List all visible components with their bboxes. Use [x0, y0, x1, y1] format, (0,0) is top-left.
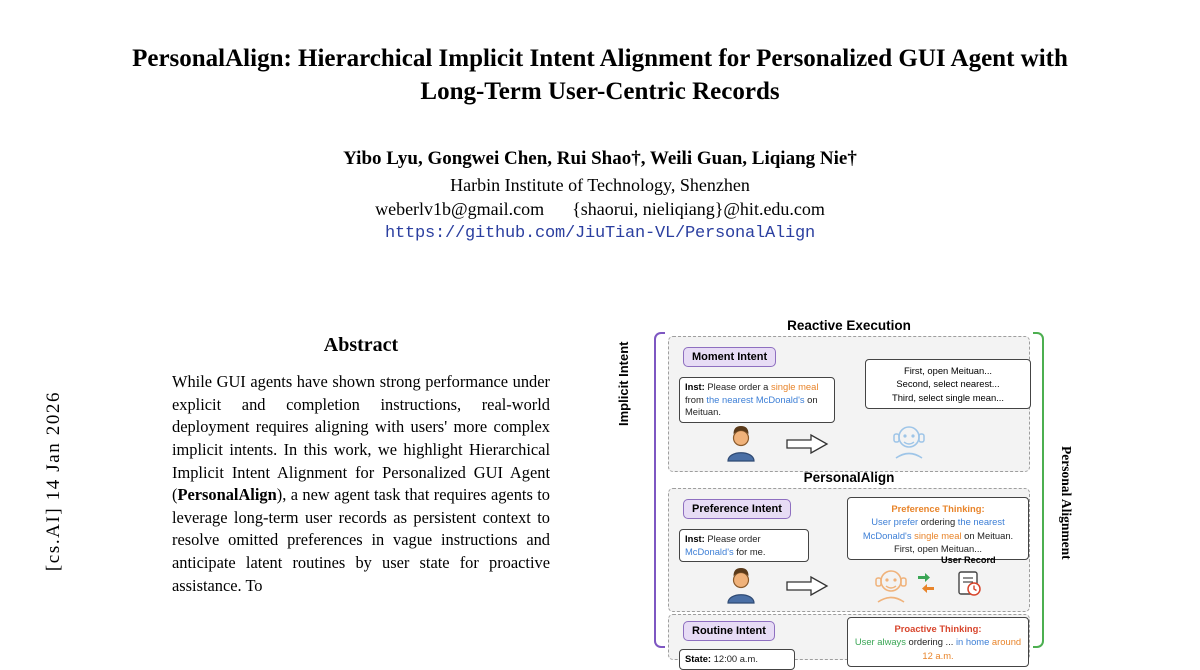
title-block — [100, 42, 1100, 108]
arxiv-stamp: [cs.AI] 14 Jan 2026 — [43, 390, 64, 572]
email-secondary: {shaorui, nieliqiang}@hit.edu.com — [572, 199, 825, 219]
text-fragment: around 12 a.m. — [922, 636, 1022, 661]
output-line: Third, select single mean... — [891, 391, 1005, 403]
text-fragment: single meal — [771, 381, 819, 392]
arrow-right-icon — [785, 433, 827, 455]
sync-arrows-icon — [915, 573, 935, 591]
teaser-figure — [614, 318, 1074, 664]
user-avatar-icon — [721, 567, 755, 601]
state-box-routine — [679, 649, 795, 670]
instruction-label: Inst: — [685, 381, 705, 392]
output-box-preference-thinking — [847, 497, 1029, 560]
tag-preference-intent: Preference Intent — [683, 499, 791, 519]
output-box-proactive-thinking — [847, 617, 1029, 667]
text-fragment: the nearest McDonald's — [706, 393, 805, 405]
text-fragment: User always — [854, 636, 906, 648]
output-box-reactive — [865, 359, 1031, 409]
text-fragment: on Meituan. — [685, 393, 818, 418]
abstract-text: While GUI agents have shown strong performance under explicit and completion instructions, real-world deployment requires aligning with users' more complex implicit intents. In this work, we highlight Hierarchical Implicit Intent Alignment for Personalized GUI Agent (PersonalAlign), a new agent task that requires agents to leverage long-term user records as persistent context to resolve omitted preferences in vague instructions and anticipate latent routines by user state for proactive assistance. To — [172, 372, 550, 595]
user-avatar-icon — [721, 425, 755, 459]
abstract-bold-term: PersonalAlign — [177, 485, 277, 505]
text-fragment: the nearest McDonald's — [862, 516, 1005, 541]
text-fragment: ordering ... — [905, 636, 956, 648]
tag-routine-intent: Routine Intent — [683, 621, 775, 641]
panel-title-personalalign: PersonalAlign — [803, 470, 895, 485]
user-record-icon — [955, 569, 981, 595]
panel-routine-intent — [668, 614, 1030, 664]
text-fragment: ordering — [918, 516, 958, 528]
abstract-heading: Abstract — [323, 334, 399, 356]
panel-personalalign — [668, 488, 1030, 612]
email-primary: weberlv1b@gmail.com — [375, 199, 545, 219]
author-block — [100, 148, 1100, 243]
figure-left-axis-label: Implicit Intent — [616, 341, 631, 426]
output-line: Second, select nearest... — [896, 378, 1000, 390]
user-record-label: User Record — [941, 555, 996, 565]
agent-robot-icon — [869, 565, 909, 603]
author-names: Yibo Lyu, Gongwei Chen, Rui Shao†, Weili Guan, Liqiang Nie† — [343, 148, 857, 169]
abstract-section — [172, 334, 550, 597]
instruction-box-moment — [679, 377, 835, 423]
text-fragment: Please order — [707, 533, 761, 544]
text-fragment: for me. — [733, 545, 766, 557]
instruction-box-preference — [679, 529, 809, 562]
left-brace-decoration — [654, 332, 665, 648]
text-fragment: single meal — [914, 529, 962, 541]
thinking-title: Proactive Thinking: — [894, 623, 982, 634]
text-fragment: from — [685, 393, 707, 405]
text-fragment: on Meituan. — [961, 529, 1014, 541]
thinking-title: Preference Thinking: — [891, 503, 985, 514]
right-brace-decoration — [1033, 332, 1044, 648]
panel-title-reactive: Reactive Execution — [787, 318, 911, 333]
state-label: State: — [685, 653, 712, 664]
text-fragment: Please order a — [707, 381, 771, 392]
text-fragment: User prefer — [871, 516, 919, 528]
figure-right-axis-label: Personal Alignment — [1059, 446, 1074, 560]
instruction-label: Inst: — [685, 533, 705, 544]
output-line: First, open Meituan... — [903, 365, 993, 376]
text-fragment: 12:00 a.m. — [713, 653, 758, 664]
page-title: PersonalAlign: Hierarchical Implicit Intent Alignment for Personalized GUI Agent with Long-Term User-Centric Records — [132, 45, 1068, 105]
arrow-right-icon — [785, 575, 827, 597]
email-line — [100, 199, 1100, 220]
output-line: First, open Meituan... — [893, 543, 983, 555]
text-fragment: in home — [955, 636, 990, 648]
panel-reactive-execution — [668, 336, 1030, 472]
project-url-link[interactable]: https://github.com/JiuTian-VL/PersonalAlign — [384, 224, 816, 243]
tag-moment-intent: Moment Intent — [683, 347, 776, 367]
text-fragment: McDonald's — [685, 545, 734, 557]
agent-robot-icon — [887, 421, 927, 459]
affiliation: Harbin Institute of Technology, Shenzhen — [450, 175, 750, 195]
